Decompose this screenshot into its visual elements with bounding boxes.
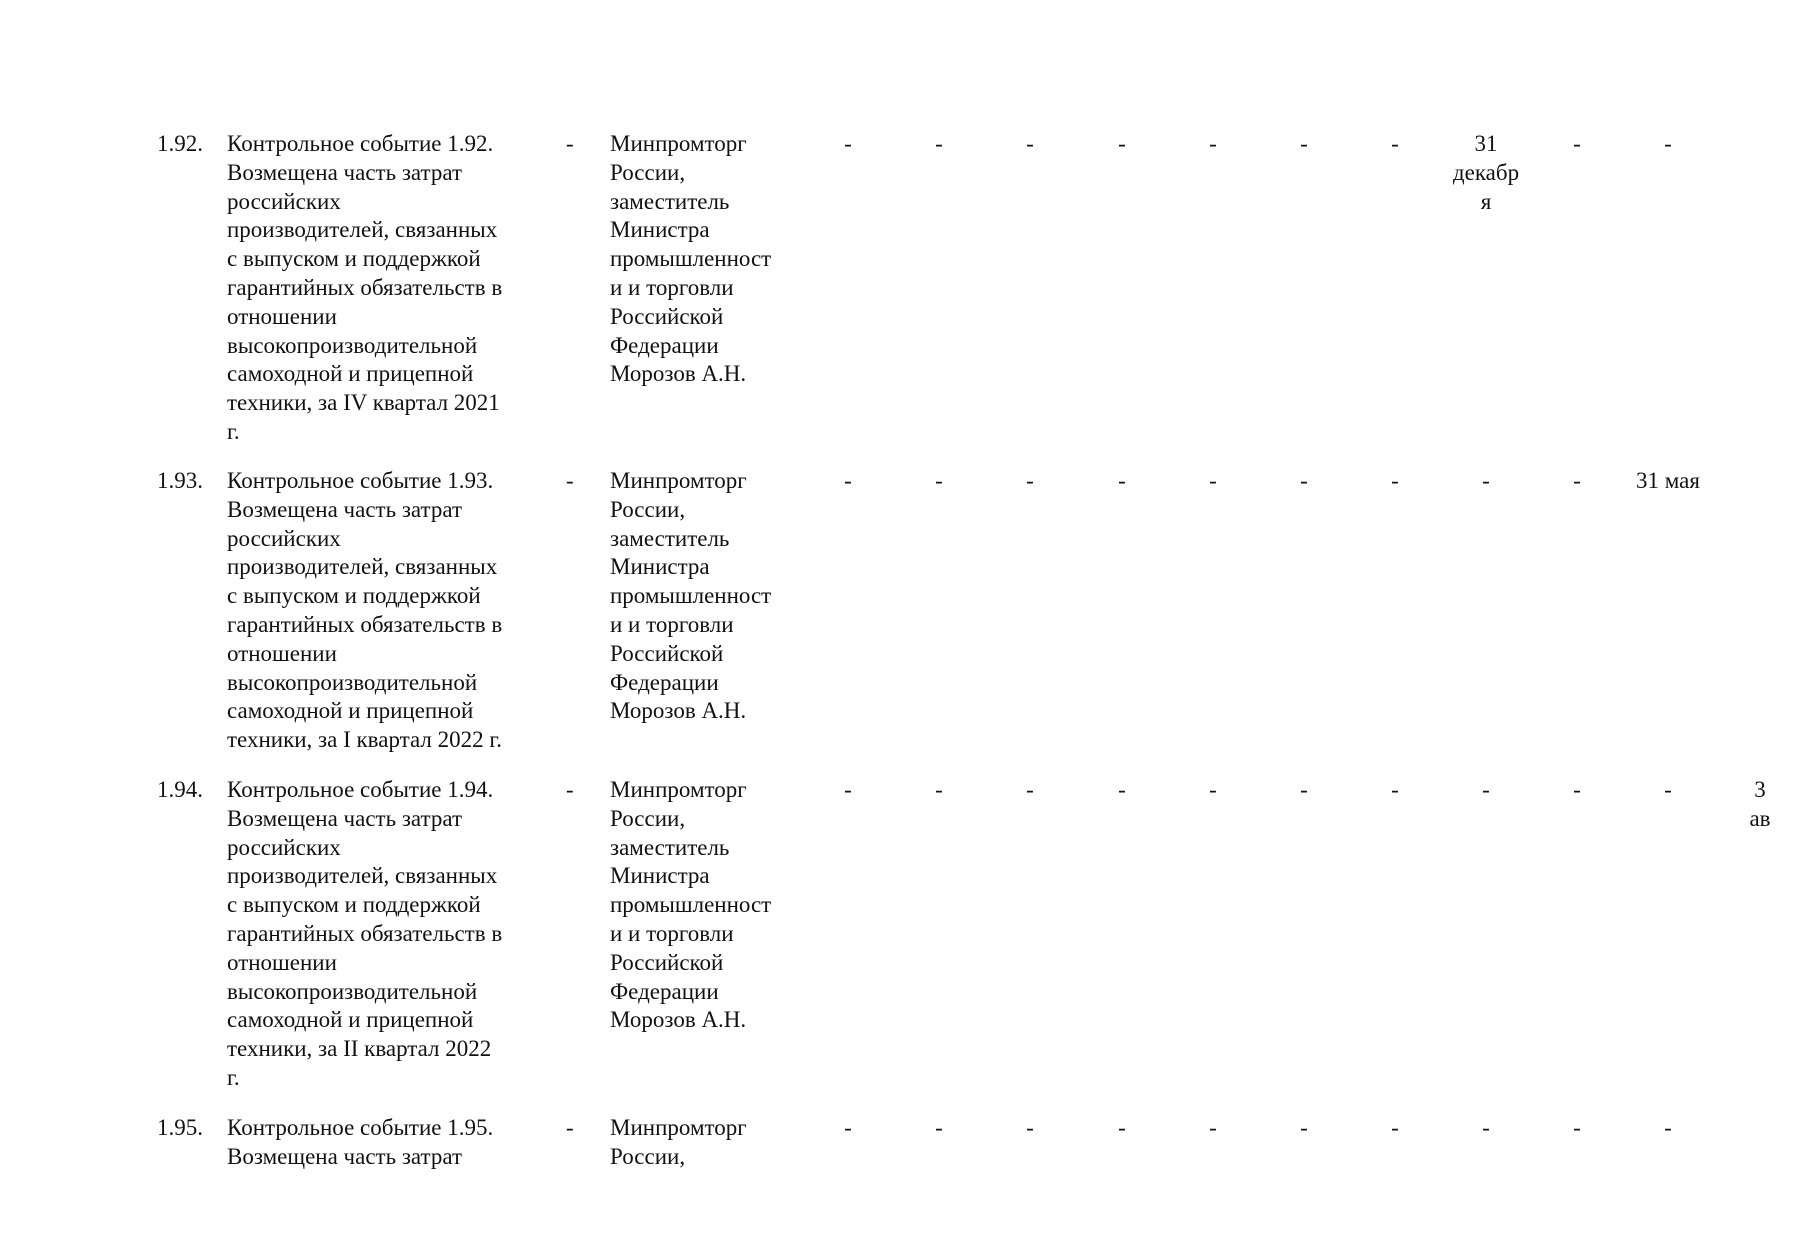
- period-cell: -: [1300, 1115, 1308, 1140]
- event-description: Контрольное событие 1.92. Возмещена часть затрат российских производителей, связанных с выпуском и поддержкой гарантийных обязательств в отношении высокопроизводительной самоходной и прицепной техники, за IV квартал 2021 г.: [227, 131, 503, 444]
- period-cell: -: [844, 468, 852, 493]
- event-type: -: [566, 468, 574, 493]
- period-cell: -: [1118, 468, 1126, 493]
- period-cell: -: [1391, 1115, 1399, 1140]
- period-cell: -: [1026, 777, 1034, 802]
- event-type: -: [566, 1115, 574, 1140]
- responsible-executor: Минпромторг России, заместитель Министра промышленност и и торговли Российской Федерации Морозов А.Н.: [610, 131, 772, 387]
- period-cell: -: [1664, 131, 1672, 156]
- period-cell: -: [844, 777, 852, 802]
- period-cell: -: [935, 1115, 943, 1140]
- period-cell: 31 мая: [1636, 468, 1700, 493]
- period-cell: -: [1209, 777, 1217, 802]
- period-cell: -: [1300, 777, 1308, 802]
- row-number: 1.92.: [157, 131, 203, 156]
- responsible-executor: Минпромторг России,: [610, 1115, 747, 1169]
- period-cell: -: [1209, 1115, 1217, 1140]
- event-type: -: [566, 777, 574, 802]
- period-cell: -: [844, 1115, 852, 1140]
- period-cell: -: [1664, 1115, 1672, 1140]
- row-number: 1.93.: [157, 468, 203, 493]
- period-cell: -: [1209, 131, 1217, 156]
- event-description: Контрольное событие 1.93. Возмещена часть затрат российских производителей, связанных с выпуском и поддержкой гарантийных обязательств в отношении высокопроизводительной самоходной и прицепной техники, за I квартал 2022 г.: [227, 468, 503, 753]
- period-cell: -: [935, 777, 943, 802]
- period-cell: 3 ав: [1749, 777, 1771, 831]
- period-cell: -: [1026, 131, 1034, 156]
- period-cell: -: [844, 131, 852, 156]
- period-cell: -: [1026, 468, 1034, 493]
- period-cell: -: [1300, 468, 1308, 493]
- period-cell: -: [1664, 777, 1672, 802]
- row-number: 1.95.: [157, 1115, 203, 1140]
- event-type: -: [566, 131, 574, 156]
- period-cell: -: [1482, 1115, 1490, 1140]
- period-cell: -: [1482, 777, 1490, 802]
- period-cell: -: [1573, 131, 1581, 156]
- period-cell: 31 декабр я: [1452, 131, 1520, 214]
- period-cell: -: [1573, 1115, 1581, 1140]
- period-cell: -: [935, 468, 943, 493]
- row-number: 1.94.: [157, 777, 203, 802]
- period-cell: -: [1118, 777, 1126, 802]
- event-description: Контрольное событие 1.94. Возмещена часть затрат российских производителей, связанных с выпуском и поддержкой гарантийных обязательств в отношении высокопроизводительной самоходной и прицепной техники, за II квартал 2022 г.: [227, 777, 503, 1090]
- period-cell: -: [1391, 131, 1399, 156]
- event-description: Контрольное событие 1.95. Возмещена часть затрат: [227, 1115, 494, 1169]
- period-cell: -: [1391, 777, 1399, 802]
- period-cell: -: [1391, 468, 1399, 493]
- responsible-executor: Минпромторг России, заместитель Министра промышленност и и торговли Российской Федерации Морозов А.Н.: [610, 777, 772, 1033]
- period-cell: -: [1026, 1115, 1034, 1140]
- period-cell: -: [1482, 468, 1490, 493]
- period-cell: -: [1300, 131, 1308, 156]
- period-cell: -: [1209, 468, 1217, 493]
- period-cell: -: [1573, 777, 1581, 802]
- responsible-executor: Минпромторг России, заместитель Министра промышленност и и торговли Российской Федерации Морозов А.Н.: [610, 468, 772, 724]
- period-cell: -: [1118, 131, 1126, 156]
- period-cell: -: [1118, 1115, 1126, 1140]
- period-cell: -: [1573, 468, 1581, 493]
- period-cell: -: [935, 131, 943, 156]
